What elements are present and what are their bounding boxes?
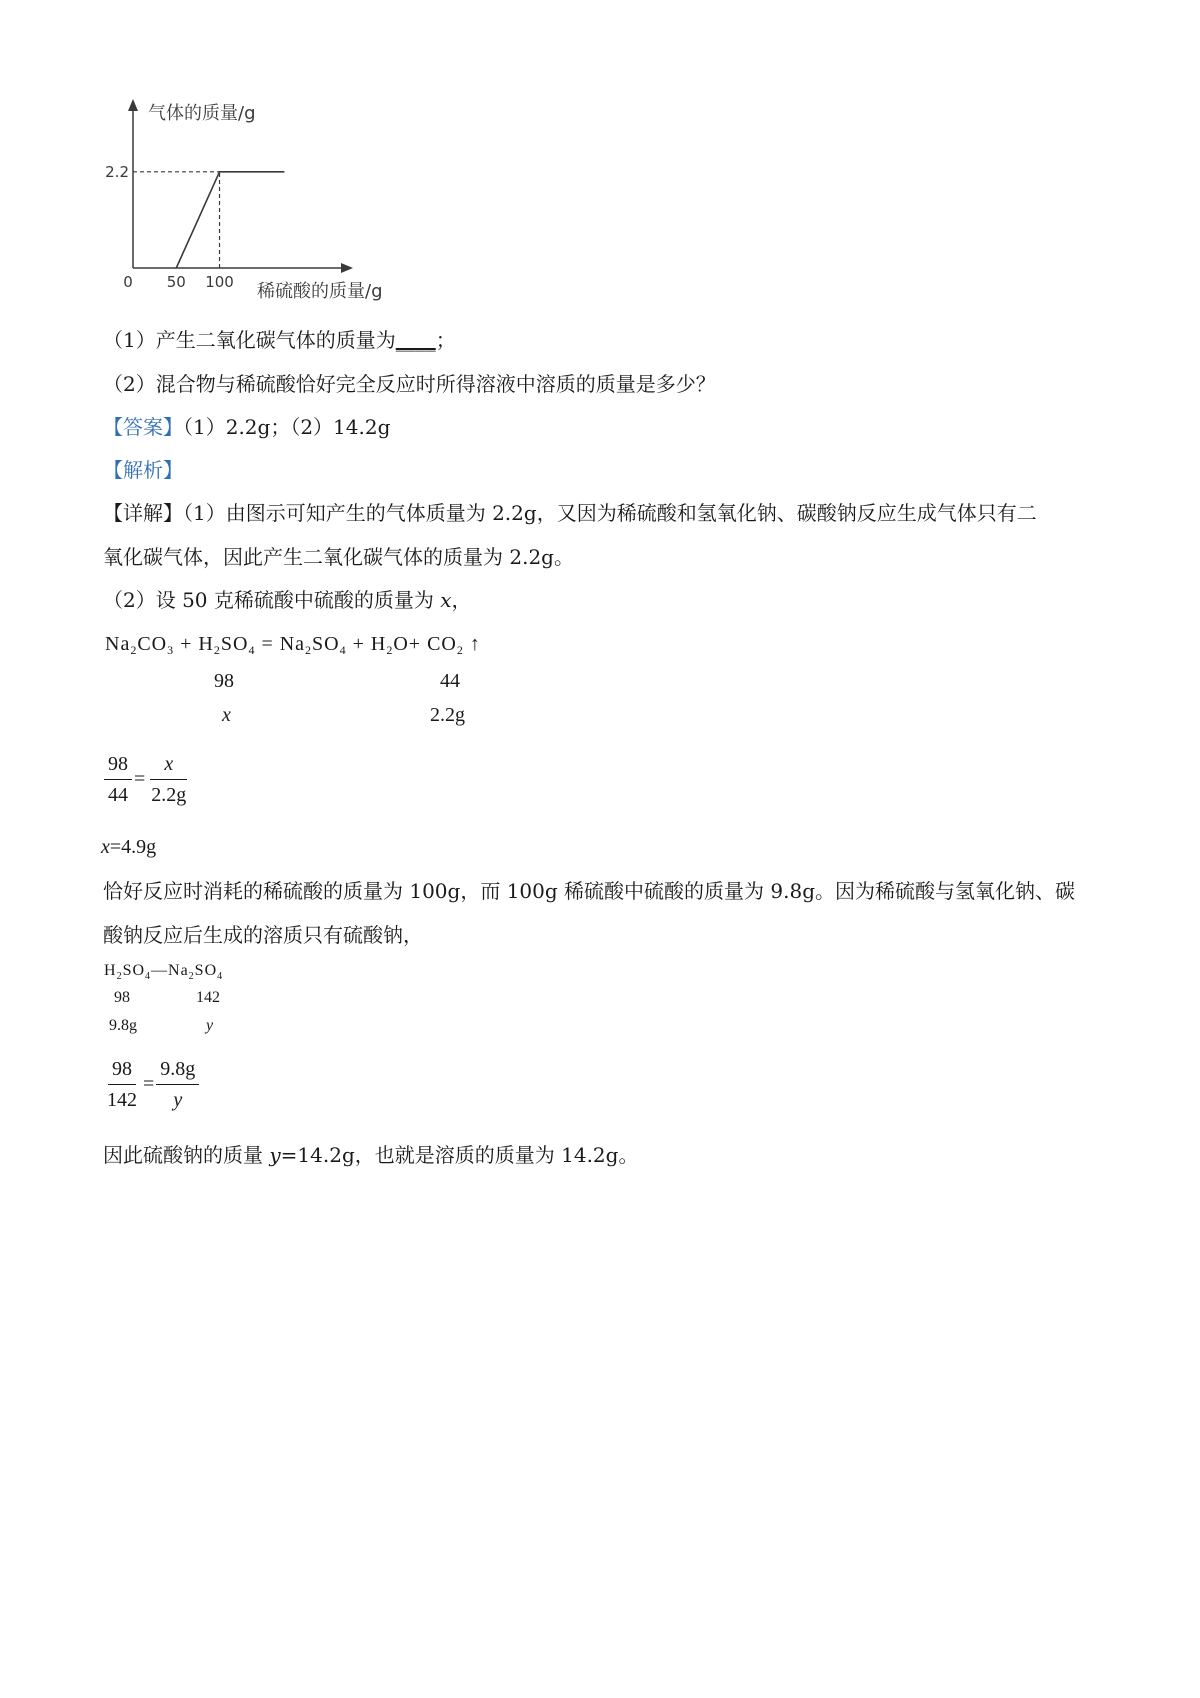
- eq2-var-y: y: [206, 1017, 214, 1034]
- question-1-tail: ；: [435, 328, 456, 352]
- question-1: [103, 326, 456, 354]
- question-1-text: （1）产生二氧化碳气体的质量为: [103, 328, 396, 352]
- conclusion-text: =14.2g，也就是溶质的质量为 14.2g。: [280, 1143, 639, 1167]
- eq1-mass-co2: 44: [440, 670, 460, 692]
- part-2-intro: [103, 586, 472, 614]
- eq1-term: Na: [105, 633, 131, 655]
- eq1-sub: 2: [213, 643, 221, 657]
- x-axis-arrow: [341, 263, 353, 273]
- proportion-1: [102, 752, 192, 807]
- conclusion-text: 因此硫酸钠的质量: [103, 1143, 270, 1167]
- denominator: 142: [107, 1089, 137, 1111]
- y-tick-label: 2.2: [105, 162, 129, 181]
- detail-line-2: 氧化碳气体，因此产生二氧化碳气体的质量为 2.2g。: [103, 545, 574, 569]
- eq1-sub: 3: [167, 643, 175, 657]
- eq1-term: + H: [180, 633, 214, 655]
- denominator: 2.2g: [151, 784, 187, 806]
- fraction-right: [156, 1057, 199, 1112]
- eq1-sub: 2: [456, 643, 464, 657]
- fraction-right: [147, 752, 190, 807]
- x-axis-label: 稀硫酸的质量/g: [257, 281, 383, 302]
- variable-x: x: [440, 588, 452, 612]
- eq1-sub: 2: [386, 643, 394, 657]
- denominator: 44: [108, 784, 128, 806]
- equals-sign: =: [143, 1073, 155, 1095]
- eq2-sub: 4: [217, 971, 224, 982]
- eq2-mass-na2so4: 142: [196, 989, 220, 1006]
- eq1-value-co2: 2.2g: [430, 704, 465, 726]
- paragraph-2-line-2: 酸钠反应后生成的溶质只有硫酸钠，: [103, 923, 423, 947]
- answer-tag: 【答案】: [103, 415, 183, 439]
- denominator: y: [173, 1089, 183, 1111]
- paragraph-2-line-1: 恰好反应时消耗的稀硫酸的质量为 100g，而 100g 稀硫酸中硫酸的质量为 9.8g。因为稀硫酸与氢氧化钠、碳: [103, 879, 1075, 903]
- eq1-sub: 2: [130, 643, 138, 657]
- eq2-sub: 4: [145, 971, 152, 982]
- equation-2: [104, 962, 223, 982]
- series-line-0: [176, 172, 284, 268]
- eq2-mass-h2so4: 98: [114, 989, 130, 1006]
- detail-text-1: （1）由图示可知产生的气体质量为 2.2g，又因为稀硫酸和氢氧化钠、碳酸钠反应生成气体只有二: [183, 501, 1037, 525]
- eq1-term: SO: [220, 633, 249, 655]
- answer-text: （1）2.2g；（2）14.2g: [183, 415, 391, 439]
- numerator: 98: [104, 752, 132, 780]
- eq2-sub: 2: [116, 971, 123, 982]
- result-value: =4.9g: [109, 836, 157, 858]
- detail-tag: 【详解】: [103, 501, 183, 525]
- gas-arrow: ↑: [469, 633, 481, 655]
- eq1-term: + H: [352, 633, 387, 655]
- eq2-value-h2so4: 9.8g: [109, 1017, 137, 1034]
- eq2-term: SO: [122, 962, 146, 979]
- fraction-left: [104, 752, 132, 807]
- fraction-left: [103, 1057, 141, 1112]
- eq1-var-x: x: [222, 704, 231, 726]
- question-1-blank: ____: [395, 328, 436, 352]
- x-tick-label: 100: [205, 273, 234, 291]
- x-tick-label: 50: [166, 273, 186, 291]
- equation-1: [105, 633, 481, 658]
- eq1-sub: 4: [339, 643, 347, 657]
- variable-y: y: [269, 1143, 281, 1167]
- part-2-intro-tail: ，: [451, 588, 472, 612]
- eq1-term: CO: [137, 633, 168, 655]
- eq2-term: —Na: [151, 962, 189, 979]
- analysis-tag: 【解析】: [103, 458, 183, 482]
- y-axis-label: 气体的质量/g: [148, 103, 256, 124]
- eq1-term: O+ CO: [393, 633, 457, 655]
- gas-mass-chart: [100, 95, 400, 310]
- eq2-term: H: [104, 962, 117, 979]
- equals-sign: =: [134, 768, 146, 790]
- part-2-intro-text: （2）设 50 克稀硫酸中硫酸的质量为: [103, 588, 441, 612]
- conclusion: [103, 1141, 638, 1169]
- answer-line: [103, 413, 390, 441]
- numerator: 9.8g: [156, 1057, 199, 1085]
- variable-x: x: [101, 836, 110, 858]
- result-x: [101, 836, 156, 859]
- y-axis-arrow: [128, 99, 138, 111]
- eq2-sub: 2: [188, 971, 195, 982]
- detail-line-1: [103, 499, 1037, 527]
- question-2: （2）混合物与稀硫酸恰好完全反应时所得溶液中溶质的质量是多少？: [103, 372, 716, 396]
- proportion-2: [101, 1057, 201, 1112]
- eq2-term: SO: [194, 962, 218, 979]
- numerator: x: [150, 752, 187, 780]
- eq1-sub: 4: [248, 643, 256, 657]
- numerator: 98: [108, 1057, 136, 1085]
- origin-label: 0: [123, 273, 133, 291]
- eq1-mass-h2so4: 98: [214, 670, 234, 692]
- eq1-term: = Na: [261, 633, 306, 655]
- eq1-term: SO: [312, 633, 340, 655]
- eq1-sub: 2: [305, 643, 313, 657]
